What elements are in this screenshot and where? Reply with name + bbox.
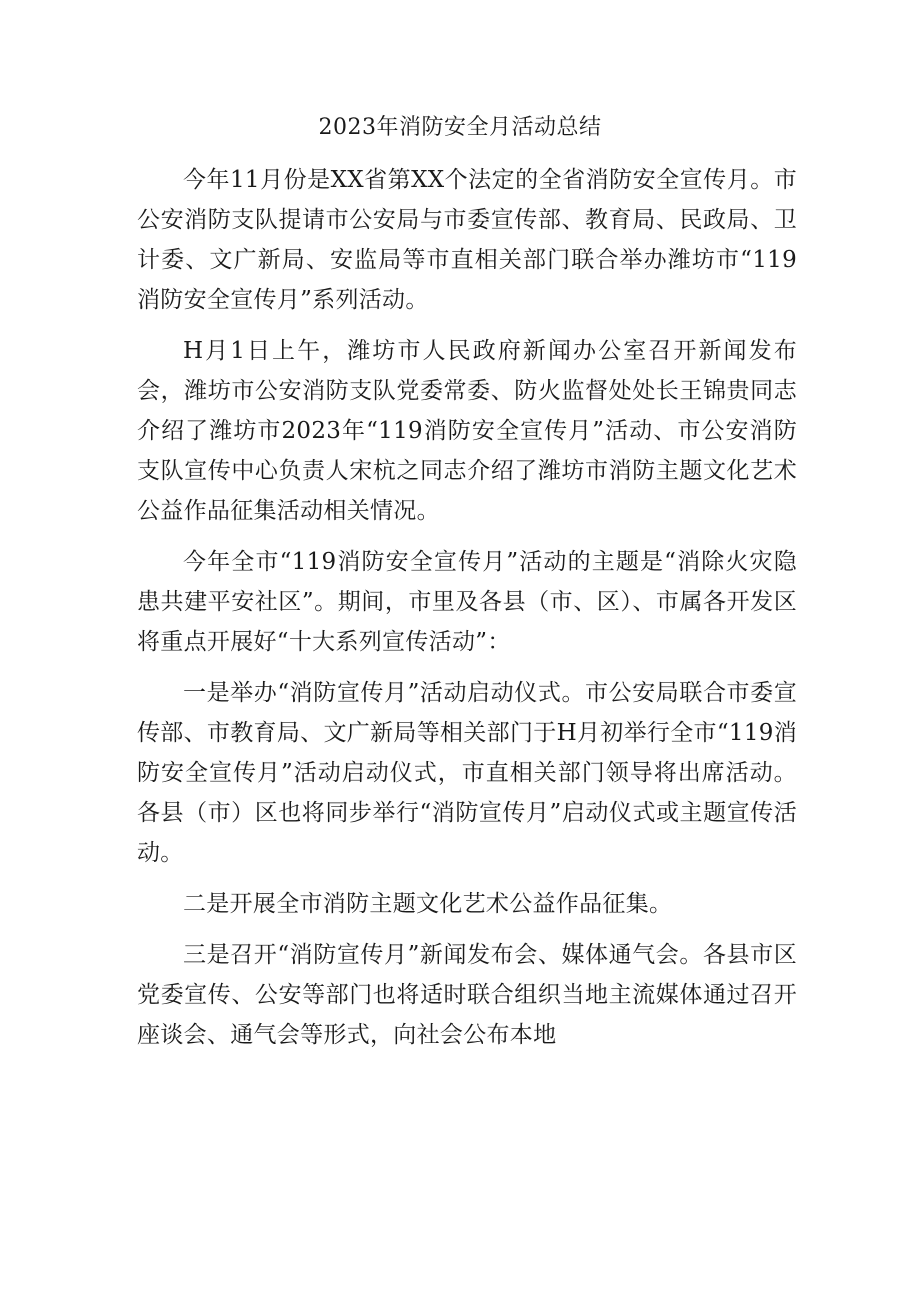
paragraph-item-three: 三是召开“消防宣传月”新闻发布会、媒体通气会。各县市区党委宣传、公安等部门也将适时联合组织当地主流媒体通过召开座谈会、通气会等形式，向社会公布本地 xyxy=(137,942,797,1048)
paragraph-intro: 今年11月份是XX省第XX个法定的全省消防安全宣传月。市公安消防支队提请市公安局与市委宣传部、教育局、民政局、卫计委、文广新局、安监局等市直相关部门联合举办潍坊市“119消防安全宣传月”系列活动。 xyxy=(137,167,797,313)
document-body xyxy=(137,160,797,1066)
paragraph-item-one: 一是举办“消防宣传月”活动启动仪式。市公安局联合市委宣传部、市教育局、文广新局等相关部门于H月初举行全市“119消防安全宣传月”活动启动仪式，市直相关部门领导将出席活动。各县（市）区也将同步举行“消防宣传月”启动仪式或主题宣传活动。 xyxy=(137,680,797,866)
paragraph-press-conference: H月1日上午，潍坊市人民政府新闻办公室召开新闻发布会，潍坊市公安消防支队党委常委、防火监督处处长王锦贵同志介绍了潍坊市2023年“119消防安全宣传月”活动、市公安消防支队宣传中心负责人宋杭之同志介绍了潍坊市消防主题文化艺术公益作品征集活动相关情况。 xyxy=(137,338,797,524)
paragraph-theme: 今年全市“119消防安全宣传月”活动的主题是“消除火灾隐患共建平安社区”。期间，市里及各县（市、区）、市属各开发区将重点开展好“十大系列宣传活动”： xyxy=(137,549,797,655)
paragraph-item-two: 二是开展全市消防主题文化艺术公益作品征集。 xyxy=(183,891,673,917)
document-title: 2023年消防安全月活动总结 xyxy=(318,115,602,140)
